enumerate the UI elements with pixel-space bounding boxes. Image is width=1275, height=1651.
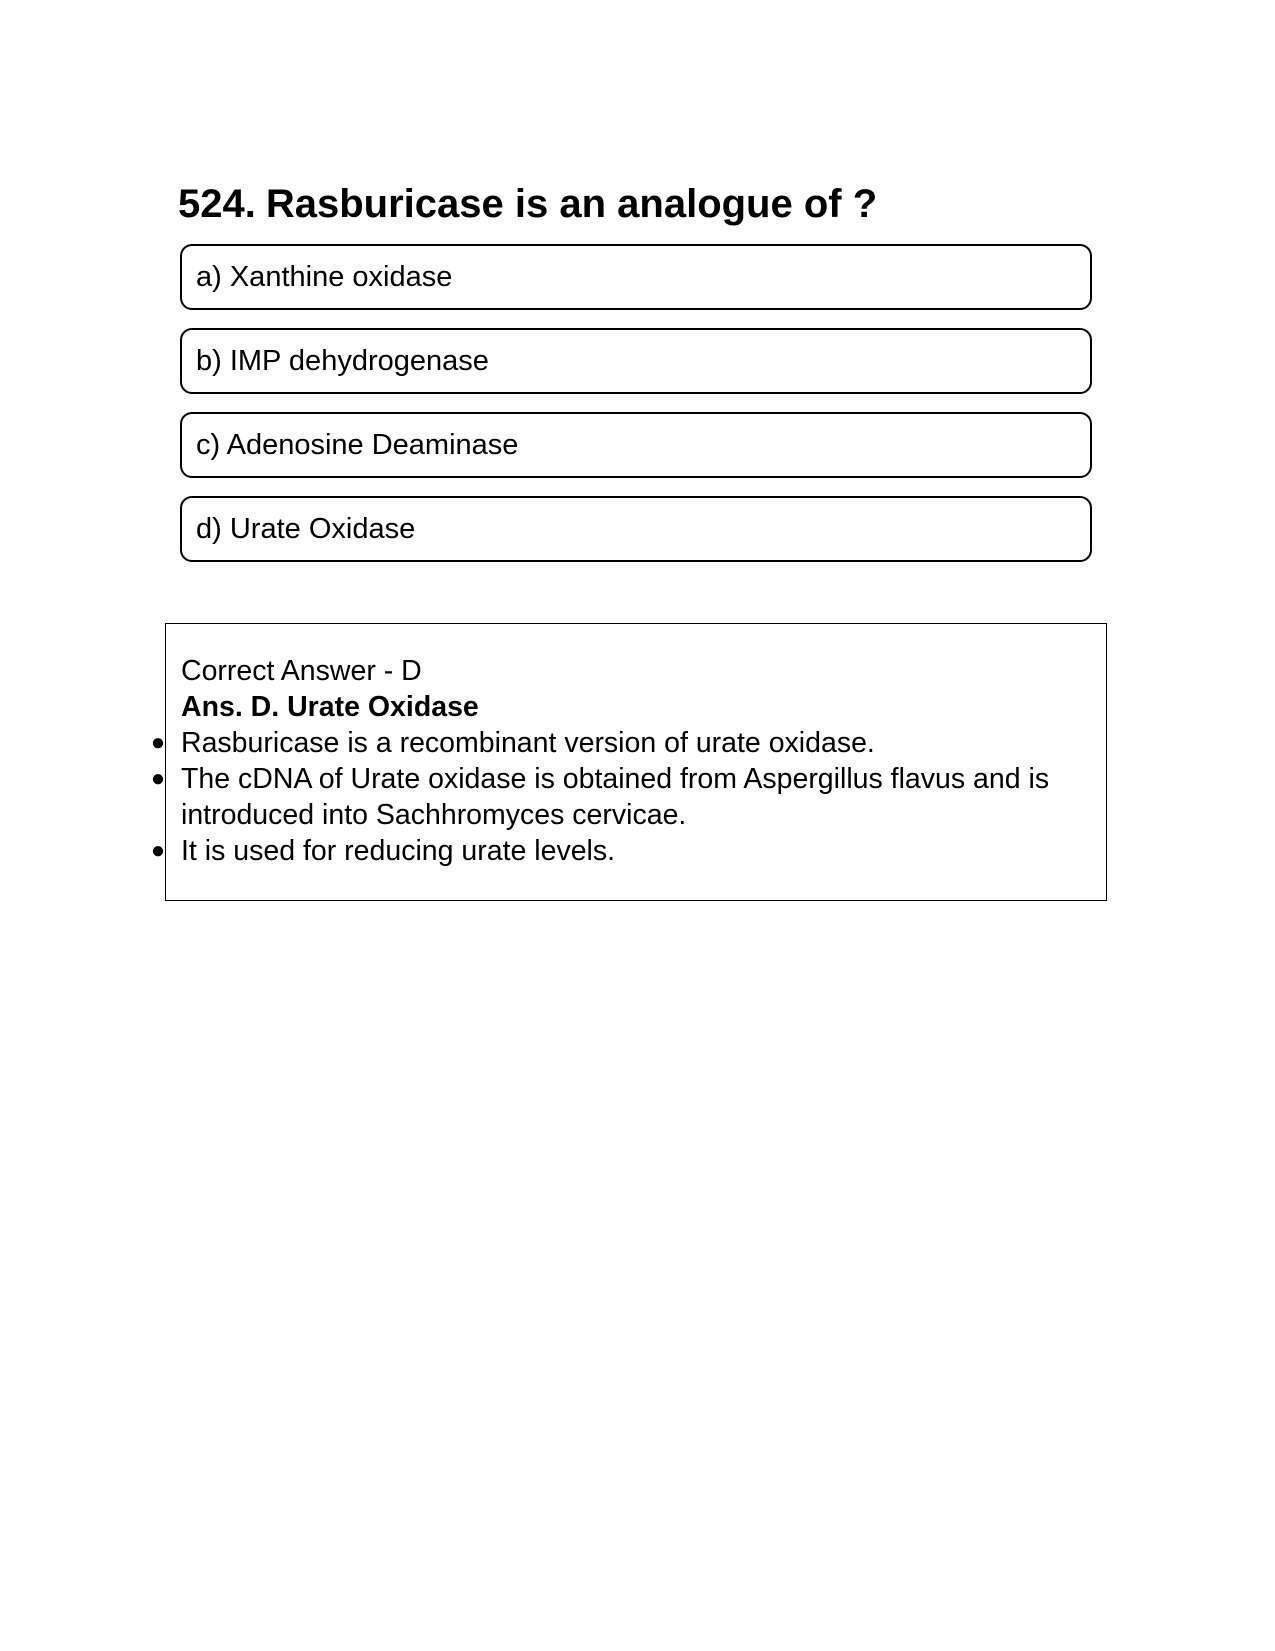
bullet-icon: ●: [150, 765, 166, 792]
answer-content: [150, 653, 1091, 869]
list-item: [150, 761, 1091, 833]
answer-heading: Ans. D. Urate Oxidase: [181, 691, 479, 723]
question-number: 524.: [178, 182, 256, 226]
explanation-list: [150, 725, 1091, 869]
option-a[interactable]: a) Xanthine oxidase: [180, 244, 1092, 310]
option-c[interactable]: c) Adenosine Deaminase: [180, 412, 1092, 478]
question-text: Rasburicase is an analogue of ?: [265, 182, 878, 226]
list-item-text: The cDNA of Urate oxidase is obtained from Aspergillus flavus and is introduced into Sachhromyces cervicae.: [181, 763, 1050, 831]
option-b[interactable]: b) IMP dehydrogenase: [180, 328, 1092, 394]
bullet-icon: ●: [150, 729, 166, 756]
correct-answer-line: Correct Answer - D: [181, 655, 422, 687]
list-item-text: Rasburicase is a recombinant version of urate oxidase.: [181, 727, 875, 759]
bullet-icon: ●: [150, 837, 166, 864]
question-title: [178, 178, 877, 230]
option-d[interactable]: d) Urate Oxidase: [180, 496, 1092, 562]
list-item: [150, 725, 1091, 761]
list-item-text: It is used for reducing urate levels.: [181, 835, 616, 867]
list-item: [150, 833, 1091, 869]
